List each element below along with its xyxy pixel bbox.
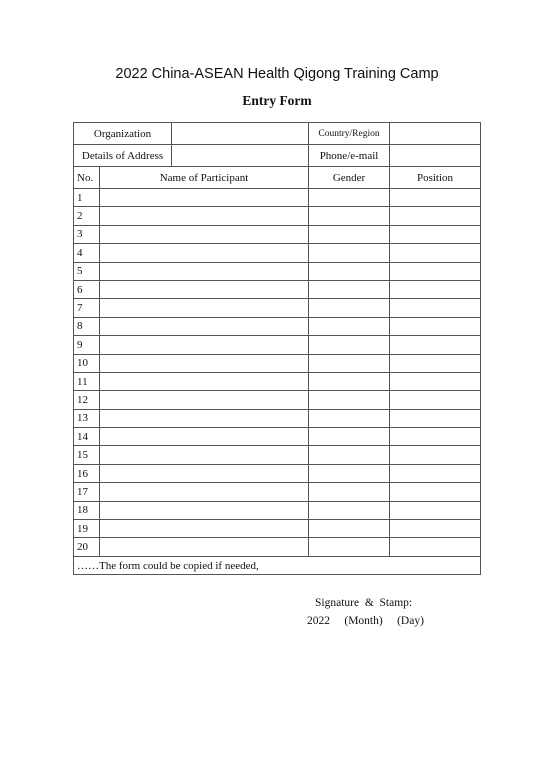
position-field[interactable] [390, 391, 481, 409]
gender-field[interactable] [309, 280, 390, 298]
participant-name-field[interactable] [100, 372, 309, 390]
country-region-field[interactable] [390, 123, 481, 145]
gender-field[interactable] [309, 464, 390, 482]
participant-row [74, 409, 481, 427]
gender-field[interactable] [309, 189, 390, 207]
participant-name-field[interactable] [100, 317, 309, 335]
participant-row [74, 428, 481, 446]
organization-field[interactable] [172, 123, 309, 145]
row-number: 16 [74, 464, 100, 482]
participant-name-field[interactable] [100, 446, 309, 464]
date-line: 2022 (Month) (Day) [307, 615, 424, 627]
position-field[interactable] [390, 409, 481, 427]
participant-row [74, 464, 481, 482]
row-number: 1 [74, 189, 100, 207]
gender-field[interactable] [309, 354, 390, 372]
gender-field[interactable] [309, 317, 390, 335]
row-number: 3 [74, 225, 100, 243]
participant-name-field[interactable] [100, 501, 309, 519]
position-field[interactable] [390, 280, 481, 298]
participant-row [74, 520, 481, 538]
row-number: 2 [74, 207, 100, 225]
participant-name-field[interactable] [100, 483, 309, 501]
country-region-label: Country/Region [309, 123, 390, 145]
position-field[interactable] [390, 225, 481, 243]
row-number: 14 [74, 428, 100, 446]
note-row [74, 556, 481, 574]
phone-email-label: Phone/e-mail [309, 145, 390, 167]
row-number: 7 [74, 299, 100, 317]
position-field[interactable] [390, 262, 481, 280]
gender-field[interactable] [309, 520, 390, 538]
participant-row [74, 372, 481, 390]
gender-field[interactable] [309, 446, 390, 464]
position-field[interactable] [390, 336, 481, 354]
column-header-no: No. [74, 167, 100, 189]
row-number: 4 [74, 244, 100, 262]
participant-name-field[interactable] [100, 244, 309, 262]
organization-row [74, 123, 481, 145]
participant-name-field[interactable] [100, 189, 309, 207]
row-number: 9 [74, 336, 100, 354]
participant-name-field[interactable] [100, 464, 309, 482]
form-subtitle: Entry Form [242, 93, 312, 108]
gender-field[interactable] [309, 501, 390, 519]
position-field[interactable] [390, 299, 481, 317]
participant-row [74, 189, 481, 207]
participant-row [74, 483, 481, 501]
participant-row [74, 207, 481, 225]
row-number: 15 [74, 446, 100, 464]
gender-field[interactable] [309, 244, 390, 262]
row-number: 12 [74, 391, 100, 409]
gender-field[interactable] [309, 299, 390, 317]
gender-field[interactable] [309, 409, 390, 427]
participant-name-field[interactable] [100, 207, 309, 225]
position-field[interactable] [390, 501, 481, 519]
copy-note: ……The form could be copied if needed, [74, 556, 481, 574]
gender-field[interactable] [309, 538, 390, 556]
participant-row [74, 244, 481, 262]
participant-name-field[interactable] [100, 428, 309, 446]
form-title: 2022 China-ASEAN Health Qigong Training Camp [115, 66, 439, 82]
position-field[interactable] [390, 354, 481, 372]
participant-row [74, 262, 481, 280]
address-field[interactable] [172, 145, 309, 167]
gender-field[interactable] [309, 336, 390, 354]
participant-name-field[interactable] [100, 225, 309, 243]
participant-row [74, 317, 481, 335]
position-field[interactable] [390, 372, 481, 390]
row-number: 5 [74, 262, 100, 280]
participant-row [74, 538, 481, 556]
address-row [74, 145, 481, 167]
participant-name-field[interactable] [100, 354, 309, 372]
participant-row [74, 225, 481, 243]
position-field[interactable] [390, 483, 481, 501]
gender-field[interactable] [309, 372, 390, 390]
gender-field[interactable] [309, 428, 390, 446]
participant-row [74, 446, 481, 464]
participant-name-field[interactable] [100, 409, 309, 427]
participant-name-field[interactable] [100, 336, 309, 354]
entry-form-table [73, 122, 481, 575]
position-field[interactable] [390, 538, 481, 556]
participant-row [74, 501, 481, 519]
participant-name-field[interactable] [100, 299, 309, 317]
position-field[interactable] [390, 520, 481, 538]
participant-row [74, 299, 481, 317]
organization-label: Organization [74, 123, 172, 145]
participant-header-row [74, 167, 481, 189]
position-field[interactable] [390, 446, 481, 464]
gender-field[interactable] [309, 483, 390, 501]
participant-name-field[interactable] [100, 538, 309, 556]
participant-row [74, 280, 481, 298]
position-field[interactable] [390, 428, 481, 446]
participant-row [74, 354, 481, 372]
row-number: 13 [74, 409, 100, 427]
participant-name-field[interactable] [100, 520, 309, 538]
column-header-name: Name of Participant [100, 167, 309, 189]
address-label: Details of Address [74, 145, 172, 167]
gender-field[interactable] [309, 207, 390, 225]
row-number: 6 [74, 280, 100, 298]
participant-name-field[interactable] [100, 262, 309, 280]
position-field[interactable] [390, 464, 481, 482]
gender-field[interactable] [309, 391, 390, 409]
row-number: 10 [74, 354, 100, 372]
row-number: 19 [74, 520, 100, 538]
position-field[interactable] [390, 207, 481, 225]
position-field[interactable] [390, 189, 481, 207]
participant-name-field[interactable] [100, 280, 309, 298]
phone-email-field[interactable] [390, 145, 481, 167]
participant-row [74, 391, 481, 409]
position-field[interactable] [390, 317, 481, 335]
row-number: 18 [74, 501, 100, 519]
participant-name-field[interactable] [100, 391, 309, 409]
gender-field[interactable] [309, 225, 390, 243]
row-number: 20 [74, 538, 100, 556]
row-number: 17 [74, 483, 100, 501]
column-header-position: Position [390, 167, 481, 189]
participant-row [74, 336, 481, 354]
signature-stamp-label: Signature & Stamp: [315, 597, 413, 609]
position-field[interactable] [390, 244, 481, 262]
row-number: 11 [74, 372, 100, 390]
column-header-gender: Gender [309, 167, 390, 189]
row-number: 8 [74, 317, 100, 335]
gender-field[interactable] [309, 262, 390, 280]
